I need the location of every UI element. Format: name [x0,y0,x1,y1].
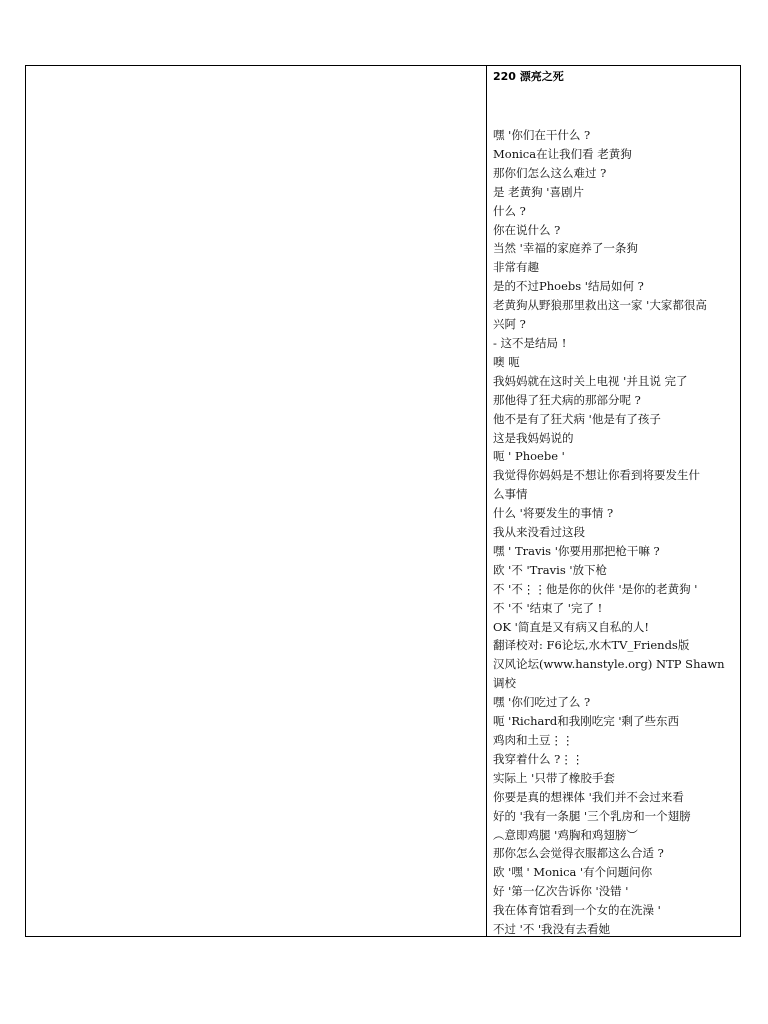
transcript-line: 欧 '嘿 ' Monica '有个问题问你 [493,865,653,880]
transcript-line: 翻译校对: F6论坛,水木TV_Friends版 [493,638,690,653]
transcript-line: 嘿 '你们吃过了么 ? [493,695,591,710]
transcript-line: 我穿着什么 ?⋮⋮ [493,751,584,766]
transcript-line: 当然 '幸福的家庭养了一条狗 [493,241,638,256]
transcript-line: 老黄狗从野狼那里救出这一家 '大家都很高 [493,298,707,313]
transcript-line: 不 '不 '结束了 '完了 ! [493,600,603,615]
transcript-line: 他不是有了狂犬病 '他是有了孩子 [493,411,661,426]
transcript-line: 好的 '我有一条腿 '三个乳房和一个翅膀 [493,808,691,823]
transcript-line: 我觉得你妈妈是不想让你看到将要发生什 [493,468,700,483]
transcript-line: 不 '不⋮⋮他是你的伙伴 '是你的老黄狗 ' [493,581,698,596]
transcript-line: 是的不过Phoebs '结局如何 ? [493,279,644,294]
transcript-line: 鸡肉和土豆⋮⋮ [493,733,574,747]
transcript-line: 汉风论坛(www.hanstyle.org) NTP Shawn [493,657,725,672]
transcript-line: 什么 '将要发生的事情 ? [493,506,614,521]
transcript-column [487,66,740,936]
transcript-line: OK '简直是又有病又自私的人! [493,619,649,634]
transcript-line: 那你们怎么这么难过 ? [493,165,607,180]
document-table [25,65,741,937]
transcript-line: 你要是真的想裸体 '我们并不会过来看 [493,789,684,804]
transcript-line: 我妈妈就在这时关上电视 '并且说 完了 [493,373,688,388]
transcript-line: 调校 [493,676,516,691]
transcript-line: 嘿 '你们在干什么 ? [493,128,591,142]
transcript-line: 好 '第一亿次告诉你 '没错 ' [493,884,629,899]
transcript-line: 非常有趣 [493,260,539,275]
transcript-line: 嘿 ' Travis '你要用那把枪干嘛 ? [493,543,660,558]
empty-left-column [26,66,486,936]
transcript-line: 那他得了狂犬病的那部分呢 ? [493,392,641,407]
transcript-line: 那你怎么会觉得衣服都这么合适 ? [493,846,664,861]
transcript-line: 实际上 '只带了橡胶手套 [493,770,615,785]
transcript-line: 你在说什么 ? [493,222,561,237]
transcript-line: 这是我妈妈说的 [493,430,574,445]
episode-title: 220 漂亮之死 [493,70,564,83]
transcript-line: 我在体育馆看到一个女的在洗澡 ' [493,903,661,918]
transcript-lines [493,126,740,936]
transcript-line: 噢 呃 [493,354,520,369]
transcript-line: 什么 ? [493,203,526,218]
transcript-line: 我从来没看过这段 [493,525,585,540]
transcript-line: 欧 '不 'Travis '放下枪 [493,562,608,577]
transcript-line: 呃 'Richard和我刚吃完 '剩了些东西 [493,714,680,729]
transcript-line: Monica在让我们看 老黄狗 [493,146,632,161]
transcript-line: 兴阿 ? [493,317,526,332]
transcript-line: ︵意即鸡腿 '鸡胸和鸡翅膀︶ [493,827,638,842]
transcript-line: 不过 '不 '我没有去看她 [493,922,611,936]
transcript-line: 是 老黄狗 '喜剧片 [493,184,584,199]
transcript-line: - 这不是结局 ! [493,335,567,350]
transcript-line: 呃 ' Phoebe ' [493,449,565,464]
transcript-line: 么事情 [493,487,528,502]
